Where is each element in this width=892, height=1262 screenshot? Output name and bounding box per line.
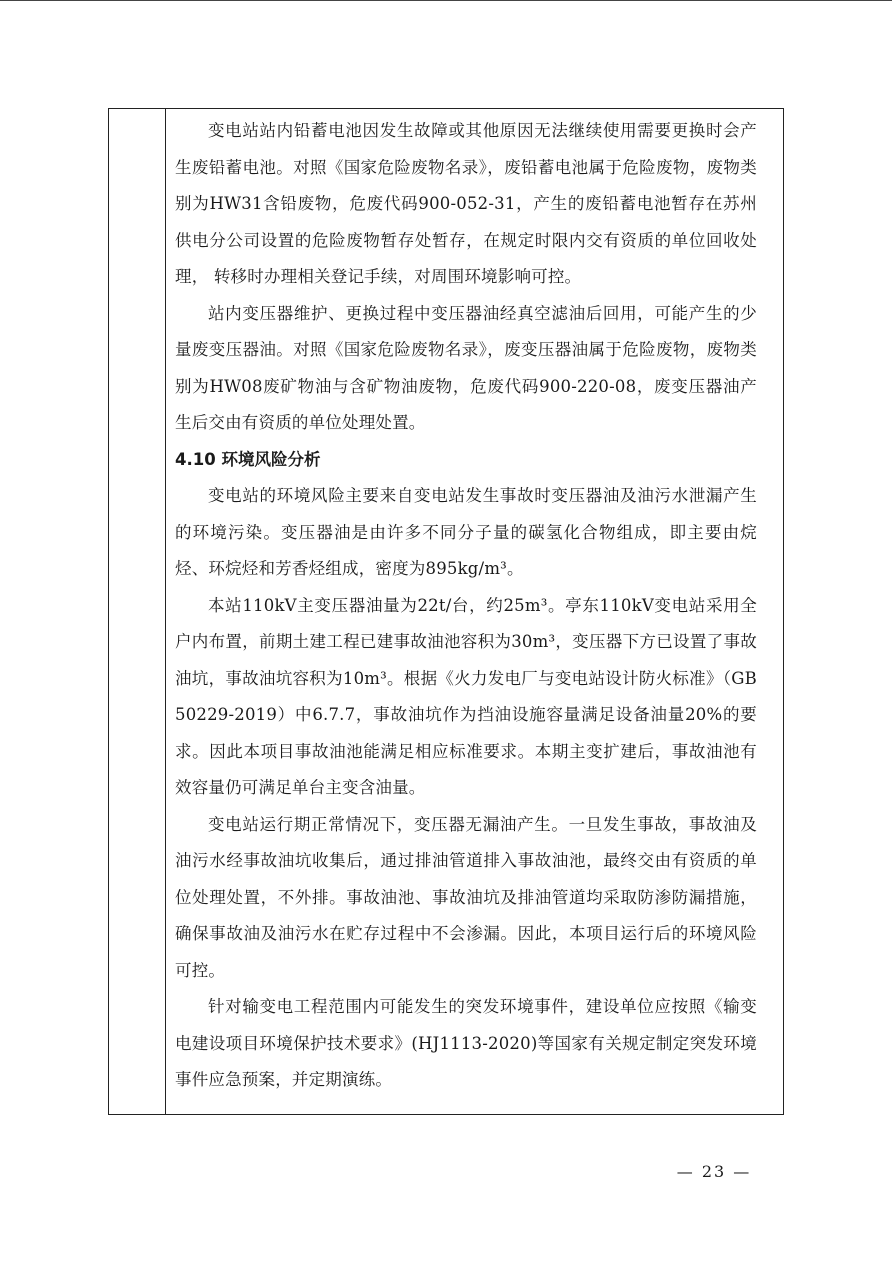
table-column-divider	[165, 109, 166, 1114]
paragraph-lead-acid-battery: 变电站站内铅蓄电池因发生故障或其他原因无法继续使用需要更换时会产生废铅蓄电池。对照《国家危险废物名录》，废铅蓄电池属于危险废物，废物类别为HW31含铅废物，危废代码900-052-31，产生的废铅蓄电池暂存在苏州供电分公司设置的危险废物暂存处暂存，在规定时限内交有资质的单位回收处理， 转移时办理相关登记手续，对周围环境影响可控。	[175, 121, 757, 286]
table-frame	[108, 108, 784, 1115]
paragraph-operation-period: 变电站运行期正常情况下，变压器无漏油产生。一旦发生事故，事故油及油污水经事故油坑收集后，通过排油管道排入事故油池，最终交由有资质的单位处理处置，不外排。事故油池、事故油坑及排油管道均采取防渗防漏措施，确保事故油及油污水在贮存过程中不会渗漏。因此，本项目运行后的环境风险可控。	[175, 814, 757, 980]
paragraph-risk-source: 变电站的环境风险主要来自变电站发生事故时变压器油及油污水泄漏产生的环境污染。变压器油是由许多不同分子量的碳氢化合物组成，即主要由烷烃、环烷烃和芳香烃组成，密度为895kg/m³。	[175, 486, 757, 578]
page-number: — 23 —	[676, 1162, 752, 1181]
paragraph-emergency-plan: 针对输变电工程范围内可能发生的突发环境事件，建设单位应按照《输变电建设项目环境保护技术要求》(HJ1113-2020)等国家有关规定制定突发环境事件应急预案，并定期演练。	[175, 997, 757, 1089]
paragraph-oil-volume: 本站110kV主变压器油量为22t/台，约25m³。亭东110kV变电站采用全户内布置，前期土建工程已建事故油池容积为30m³，变压器下方已设置了事故油坑，事故油坑容积为10m³。根据《火力发电厂与变电站设计防火标准》（GB 50229-2019）中6.7.7，事故油坑作为挡油设施容量满足设备油量20%的要求。因此本项目事故油池能满足相应标准要求。本期主变扩建后，事故油池有效容量仍可满足单台主变含油量。	[175, 595, 757, 797]
paragraph-transformer-oil: 站内变压器维护、更换过程中变压器油经真空滤油后回用，可能产生的少量废变压器油。对照《国家危险废物名录》，废变压器油属于危险废物，废物类别为HW08废矿物油与含矿物油废物，危废代码900-220-08，废变压器油产生后交由有资质的单位处理处置。	[175, 303, 757, 432]
page-top-edge	[0, 0, 892, 1]
table-content-cell	[175, 113, 757, 1099]
section-heading: 4.10 环境风险分析	[175, 449, 321, 469]
